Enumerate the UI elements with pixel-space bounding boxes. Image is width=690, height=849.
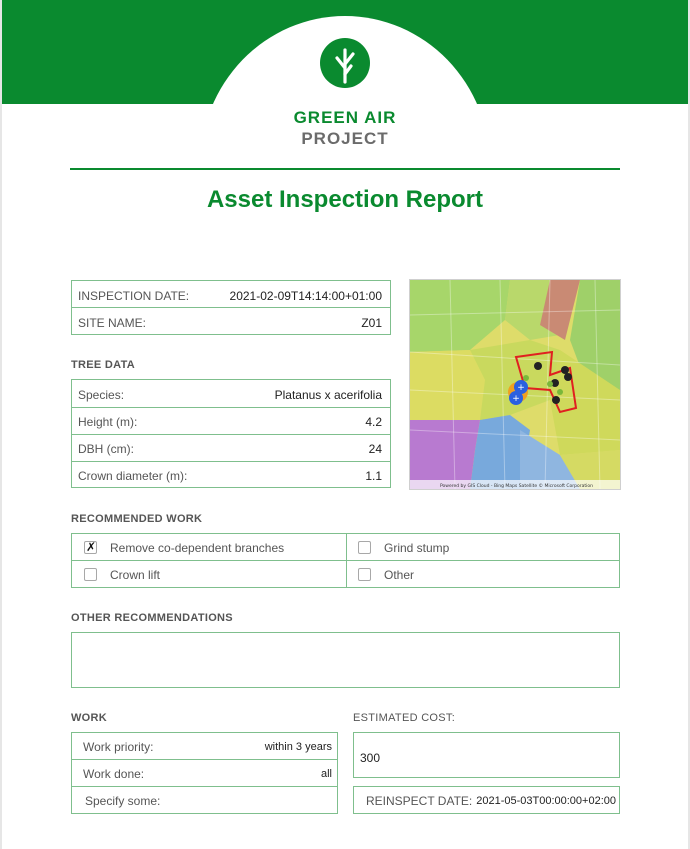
tree-data-box xyxy=(71,379,391,488)
inspection-date-label: INSPECTION DATE: xyxy=(78,289,190,303)
svg-text:+: + xyxy=(512,394,520,404)
inspection-date-value: 2021-02-09T14:14:00+01:00 xyxy=(229,289,382,303)
tree-data-label: Height (m): xyxy=(78,415,138,429)
brand-subname: PROJECT xyxy=(301,129,389,148)
work-box xyxy=(71,732,338,814)
remove-branches-checkbox[interactable] xyxy=(84,541,97,554)
other-recommendations-heading: OTHER RECOMMENDATIONS xyxy=(71,612,233,624)
tree-data-value: 24 xyxy=(368,442,382,456)
tree-data-value: 1.1 xyxy=(365,469,382,483)
work-priority-value[interactable]: within 3 years xyxy=(264,741,332,753)
header-divider xyxy=(70,168,620,170)
specify-some-row[interactable] xyxy=(72,786,337,813)
tree-data-row xyxy=(72,407,390,434)
other-option[interactable] xyxy=(347,561,619,587)
tree-data-value: Platanus x acerifolia xyxy=(274,388,382,402)
map-attribution: Powered by GIS Cloud - Bing Maps Satellite © Microsoft Corporation xyxy=(440,484,593,489)
other-label: Other xyxy=(384,568,415,582)
work-done-row xyxy=(72,759,337,786)
site-name-label: SITE NAME: xyxy=(78,316,147,330)
reinspect-date-label: REINSPECT DATE: xyxy=(366,794,473,808)
recommended-work-box xyxy=(71,533,620,588)
estimated-cost-value: 300 xyxy=(360,751,381,765)
other-checkbox[interactable] xyxy=(358,568,371,581)
work-done-label: Work done: xyxy=(83,767,145,781)
grind-stump-checkbox[interactable] xyxy=(358,541,371,554)
work-priority-label: Work priority: xyxy=(83,740,154,754)
site-name-value: Z01 xyxy=(361,316,382,330)
estimated-cost-heading: ESTIMATED COST: xyxy=(353,712,456,724)
grind-stump-label: Grind stump xyxy=(384,541,450,555)
recommended-work-heading: RECOMMENDED WORK xyxy=(71,513,203,525)
work-done-value[interactable]: all xyxy=(320,768,332,780)
inspection-date-row xyxy=(72,281,390,307)
tree-logo-icon xyxy=(320,38,370,88)
work-heading: WORK xyxy=(71,712,108,724)
site-name-row xyxy=(72,307,390,334)
crown-lift-option[interactable] xyxy=(72,561,346,587)
other-recommendations-field[interactable] xyxy=(71,632,620,688)
site-map[interactable] xyxy=(409,279,621,490)
inspection-info-box xyxy=(71,280,391,335)
crown-lift-label: Crown lift xyxy=(110,568,161,582)
tree-data-label: Crown diameter (m): xyxy=(78,469,188,483)
estimated-cost-field[interactable] xyxy=(353,732,620,778)
remove-branches-option[interactable] xyxy=(72,534,346,560)
tree-data-value: 4.2 xyxy=(365,415,382,429)
tree-data-row xyxy=(72,461,390,487)
site-map-graphic xyxy=(410,280,620,489)
reinspect-date-row[interactable] xyxy=(353,786,620,814)
specify-some-label: Specify some: xyxy=(85,794,161,808)
crown-lift-checkbox[interactable] xyxy=(84,568,97,581)
checkmark-icon: ✗ xyxy=(86,540,97,554)
work-priority-row xyxy=(72,733,337,759)
grind-stump-option[interactable] xyxy=(347,534,619,560)
svg-text:+: + xyxy=(517,383,525,393)
tree-data-label: DBH (cm): xyxy=(78,442,134,456)
page-edge-left xyxy=(0,0,2,849)
brand-name: GREEN AIR xyxy=(293,108,397,127)
tree-data-row xyxy=(72,434,390,461)
tree-data-label: Species: xyxy=(78,388,125,402)
tree-data-row xyxy=(72,380,390,407)
tree-data-heading: TREE DATA xyxy=(71,359,136,371)
remove-branches-label: Remove co-dependent branches xyxy=(110,541,285,555)
page-title: Asset Inspection Report xyxy=(206,186,484,213)
reinspect-date-value: 2021-05-03T00:00:00+02:00 xyxy=(476,795,616,807)
